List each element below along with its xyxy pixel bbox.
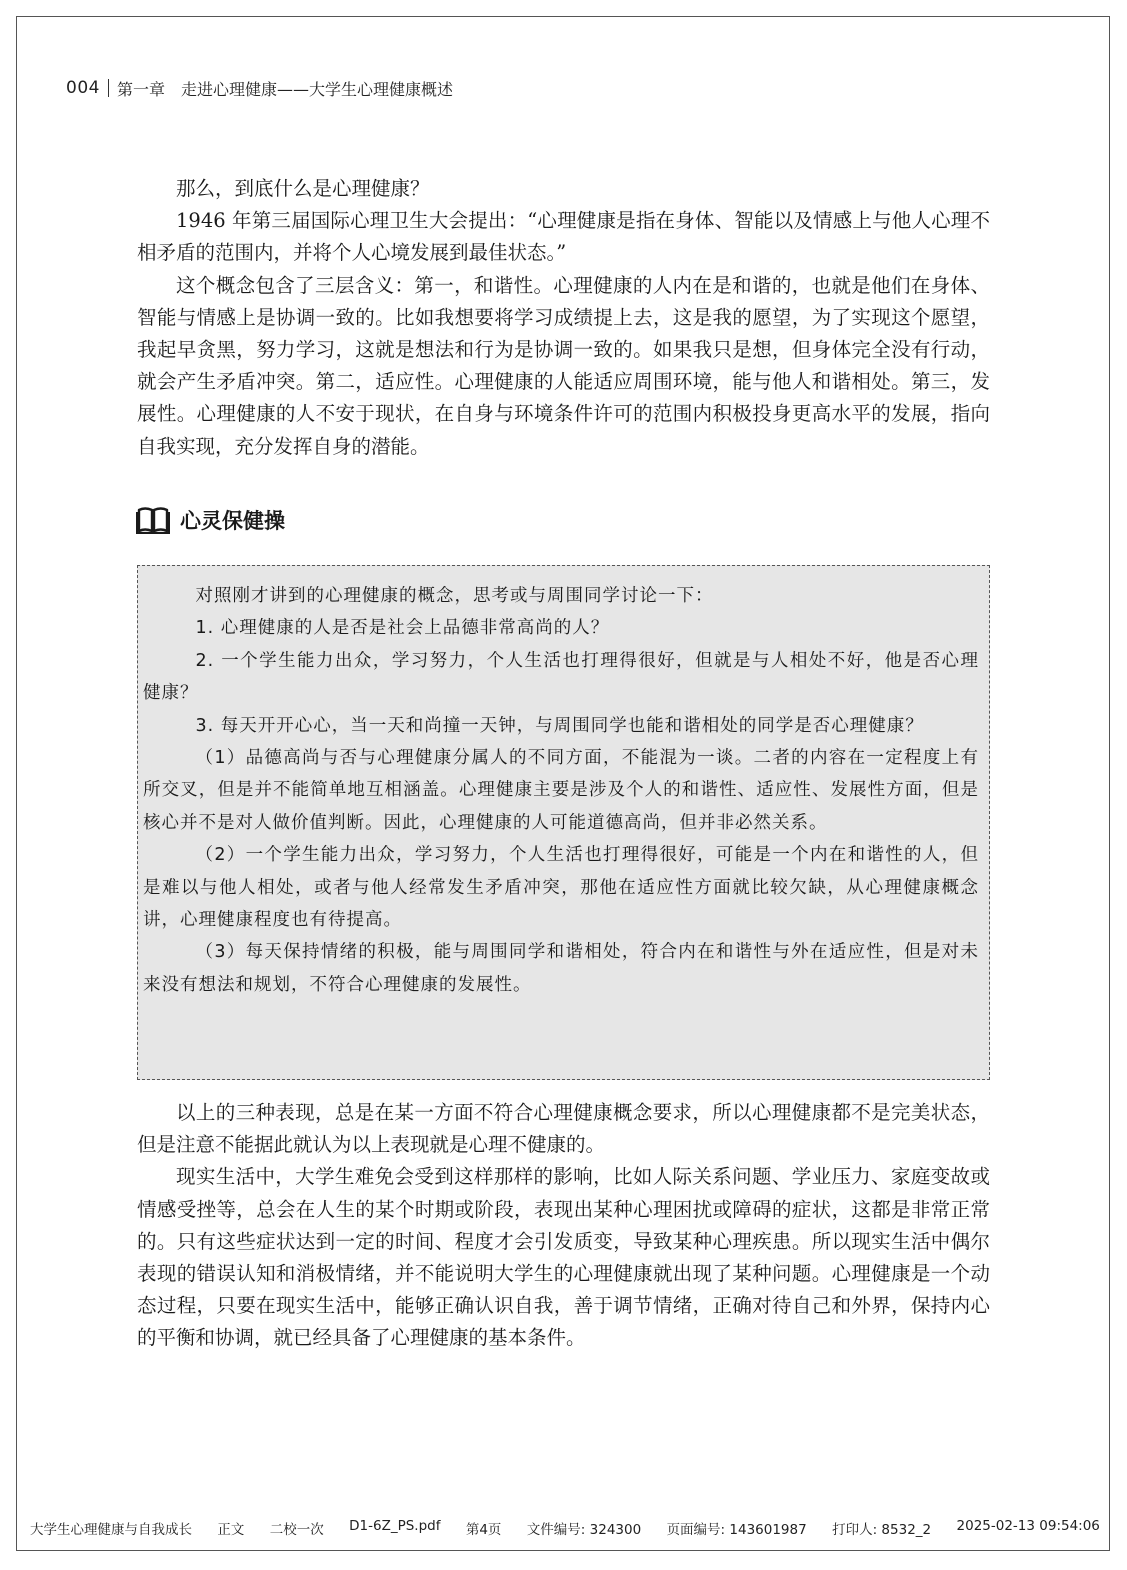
footer-page: 第4页 [465, 1522, 502, 1538]
print-footer [30, 1518, 1100, 1538]
paragraph: 那么，到底什么是心理健康？ [176, 177, 430, 200]
paragraph: 现实生活中，大学生难免会受到这样那样的影响，比如人际关系问题、学业压力、家庭变故或情感受挫等，总会在人生的某个时期或阶段，表现出某种心理困扰或障碍的症状，这都是非常正常的。只有这些症状达到一定的时间、程度才会引发质变，导致某种心理疾患。所以现实生活中偶尔表现的错误认知和消极情绪，并不能说明大学生的心理健康就出现了某种问题。心理健康是一个动态过程，只要在现实生活中，能够正确认识自我，善于调节情绪，正确对待自己和外界，保持内心的平衡和协调，就已经具备了心理健康的基本条件。 [137, 1165, 990, 1350]
footer-doc-id: 文件编号: 324300 [526, 1522, 642, 1538]
section-title: 心灵保健操 [180, 509, 285, 533]
closing-text [137, 1097, 990, 1355]
exercise-box [137, 565, 990, 1080]
exercise-prompt: 对照刚才讲到的心理健康的概念，思考或与周围同学讨论一下： [195, 586, 714, 606]
header-divider [108, 79, 109, 97]
paragraph: 以上的三种表现，总是在某一方面不符合心理健康概念要求，所以心理健康都不是完美状态，但是注意不能据此就认为以上表现就是心理不健康的。 [137, 1101, 990, 1157]
paragraph: 1946 年第三届国际心理卫生大会提出：“心理健康是指在身体、智能以及情感上与他人心理不相矛盾的范围内，并将个人心境发展到最佳状态。” [137, 209, 990, 265]
paragraph: 这个概念包含了三层含义：第一，和谐性。心理健康的人内在是和谐的，也就是他们在身体、智能与情感上是协调一致的。比如我想要将学习成绩提上去，这是我的愿望，为了实现这个愿望，我起早贪黑，努力学习，这就是想法和行为是协调一致的。如果我只是想，但身体完全没有行动，就会产生矛盾冲突。第二，适应性。心理健康的人能适应周围环境，能与他人和谐相处。第三，发展性。心理健康的人不安于现状，在自身与环境条件许可的范围内积极投身更高水平的发展，指向自我实现，充分发挥自身的潜能。 [137, 273, 990, 458]
exercise-question: 2. 一个学生能力出众，学习努力，个人生活也打理得很好，但就是与人相处不好，他是否心理健康？ [143, 650, 979, 704]
exercise-answer: （3）每天保持情绪的积极，能与周围同学和谐相处，符合内在和谐性与外在适应性，但是对未来没有想法和规划，不符合心理健康的发展性。 [143, 942, 979, 995]
page-number: 004 [66, 78, 100, 98]
chapter-label: 第一章 [116, 79, 165, 99]
footer-file: D1-6Z_PS.pdf [349, 1518, 441, 1534]
intro-text [137, 173, 990, 463]
running-head [66, 76, 453, 100]
exercise-question: 1. 心理健康的人是否是社会上品德非常高尚的人？ [195, 618, 610, 639]
footer-proof: 二校一次 [269, 1522, 324, 1538]
exercise-answer: （2）一个学生能力出众，学习努力，个人生活也打理得很好，可能是一个内在和谐性的人，但是难以与他人相处，或者与他人经常发生矛盾冲突，那他在适应性方面就比较欠缺，从心理健康概念讲，心理健康程度也有待提高。 [143, 845, 979, 931]
footer-timestamp: 2025-02-13 09:54:06 [956, 1518, 1100, 1534]
book-icon [136, 506, 170, 534]
section-heading [136, 500, 285, 540]
footer-printer: 打印人: 8532_2 [832, 1522, 932, 1538]
footer-page-id: 页面编号: 143601987 [666, 1522, 807, 1538]
exercise-answer: （1）品德高尚与否与心理健康分属人的不同方面，不能混为一谈。二者的内容在一定程度上有所交叉，但是并不能简单地互相涵盖。心理健康主要是涉及个人的和谐性、适应性、发展性方面，但是核心并不是对人做价值判断。因此，心理健康的人可能道德高尚，但并非必然关系。 [143, 748, 979, 833]
chapter-title: 走进心理健康——大学生心理健康概述 [180, 79, 453, 99]
footer-section: 正文 [217, 1522, 245, 1538]
footer-book-title: 大学生心理健康与自我成长 [30, 1522, 192, 1538]
exercise-question: 3. 每天开开心心，当一天和尚撞一天钟，与周围同学也能和谐相处的同学是否心理健康？ [195, 715, 924, 736]
